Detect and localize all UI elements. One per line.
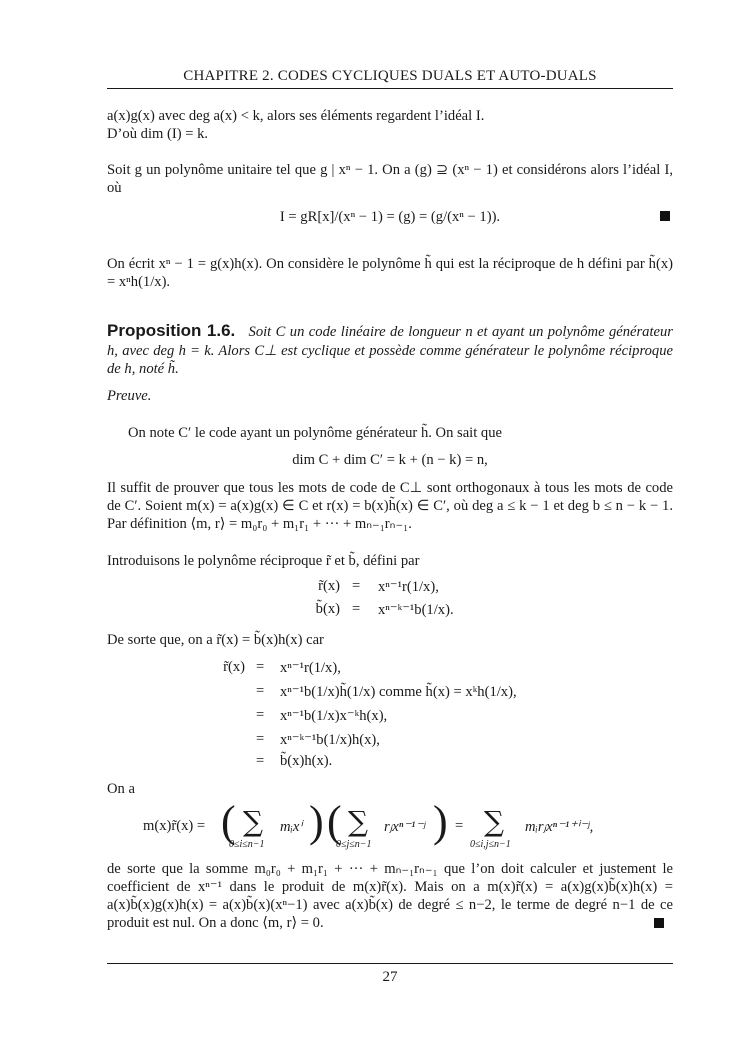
right-paren: ): [433, 797, 448, 846]
chain-rhs: xⁿ⁻¹r(1/x),: [280, 660, 341, 676]
equation-ideal: I = gR[x]/(xⁿ − 1) = (g) = (g/(xⁿ − 1)).: [279, 209, 501, 225]
chain-rhs: b̃(x)h(x).: [280, 753, 333, 769]
recip-lhs: r̃(x): [318, 578, 340, 594]
chain-rhs: xⁿ⁻ᵏ⁻¹b(1/x)h(x),: [280, 732, 380, 748]
proof-paragraph-1: On note C′ le code ayant un polynôme générateur h̃. On sait que: [128, 425, 503, 441]
chain-rel: =: [256, 707, 265, 723]
sigma-icon: ∑: [484, 805, 504, 838]
recip-rel: =: [352, 578, 361, 594]
right-paren: ): [309, 797, 324, 846]
proof-label: Preuve.: [107, 388, 152, 404]
sum-term-3: mᵢrⱼxⁿ⁻¹⁺ⁱ⁻ʲ,: [525, 819, 594, 835]
sum-index-3: 0≤i,j≤n−1: [470, 839, 511, 850]
sum-term-1: mᵢxⁱ: [280, 819, 302, 835]
header-rule: [107, 88, 673, 89]
proof-paragraph-2: Il suffit de prouver que tous les mots de code de C⊥ sont orthogonaux à tous les mots de code de C′. Soient m(x) = a(x)g(x) ∈ C et r(x) = b(x)h̃(x) ∈ C′, où deg a ≤ k − 1 et deg b ≤ n − k − 1. Par définition ⟨m, r⟩ = m₀r₀ + m₁r₁ + ··· + mₙ₋₁rₙ₋₁.: [107, 480, 673, 532]
proposition: [107, 322, 673, 379]
footer-rule: [107, 963, 673, 964]
intro-line-1: a(x)g(x) avec deg a(x) < k, alors ses éléments regardent l’idéal I.: [107, 108, 485, 124]
chain-rel: =: [256, 659, 265, 675]
chain-rel: =: [256, 731, 265, 747]
sum-index-1: 0≤i≤n−1: [229, 839, 265, 850]
sum-equals: =: [455, 818, 464, 834]
intro-paragraph-3: On écrit xⁿ − 1 = g(x)h(x). On considère le polynôme h̃ qui est la réciproque de h défini par h̃(x) = xⁿh(1/x).: [107, 256, 673, 290]
proof-paragraph-5: On a: [107, 781, 135, 797]
proof-paragraph-6: de sorte que la somme m₀r₀ + m₁r₁ + ··· + mₙ₋₁rₙ₋₁ que l’on doit calculer et justement le coefficient de xⁿ⁻¹ dans le produit de m(x)r̃(x). Mais on a m(x)r̃(x) = a(x)g(x)b̃(x)h(x) = a(x)b̃(x)g(x)h(x) = a(x)b̃(x)(xⁿ−1) avec a(x)b̃(x) de degré ≤ n−2, le terme de degré n−1 de ce produit est nul. On a donc ⟨m, r⟩ = 0.: [107, 861, 673, 931]
page-number: 27: [382, 969, 398, 985]
recip-rel: =: [352, 601, 361, 617]
chain-rhs: xⁿ⁻¹b(1/x)h̃(1/x) comme h̃(x) = xᵏh(1/x),: [280, 684, 517, 700]
sum-lhs: m(x)r̃(x) =: [143, 818, 206, 834]
proof-paragraph-3: Introduisons le polynôme réciproque r̃ et b̃, défini par: [107, 553, 420, 569]
chain-lhs: r̃(x): [223, 659, 245, 675]
sigma-icon: ∑: [243, 805, 263, 838]
chain-rhs: xⁿ⁻¹b(1/x)x⁻ᵏh(x),: [280, 708, 388, 724]
qed-square-icon: [660, 211, 670, 221]
sigma-icon: ∑: [348, 805, 368, 838]
chain-rel: =: [256, 753, 265, 769]
equation-dimension: dim C + dim C′ = k + (n − k) = n,: [292, 452, 488, 468]
qed-square-icon: [654, 918, 664, 928]
recip-lhs: b̃(x): [315, 601, 340, 617]
sum-index-2: 0≤j≤n−1: [336, 839, 372, 850]
left-paren: (: [327, 797, 342, 846]
recip-rhs: xⁿ⁻¹r(1/x),: [378, 579, 439, 595]
recip-rhs: xⁿ⁻ᵏ⁻¹b(1/x).: [378, 602, 454, 618]
intro-paragraph-2: Soit g un polynôme unitaire tel que g | xⁿ − 1. On a (g) ⊇ (xⁿ − 1) et considérons alors l’idéal I, où: [107, 162, 673, 196]
running-header: CHAPITRE 2. CODES CYCLIQUES DUALS ET AUTO-DUALS: [183, 68, 597, 84]
sum-term-2: rⱼxⁿ⁻¹⁻ʲ: [384, 819, 426, 835]
proof-paragraph-4: De sorte que, on a r̃(x) = b̃(x)h(x) car: [107, 632, 324, 648]
intro-line-2: D’où dim (I) = k.: [107, 126, 209, 142]
chain-rel: =: [256, 683, 265, 699]
proposition-statement: Soit C un code linéaire de longueur n et ayant un polynôme générateur h, avec deg h = k. Alors C⊥ est cyclique et possède comme générateur le polynôme réciproque de h, noté h̃.: [107, 324, 673, 377]
left-paren: (: [221, 797, 236, 846]
proposition-label: Proposition 1.6.: [107, 321, 236, 340]
